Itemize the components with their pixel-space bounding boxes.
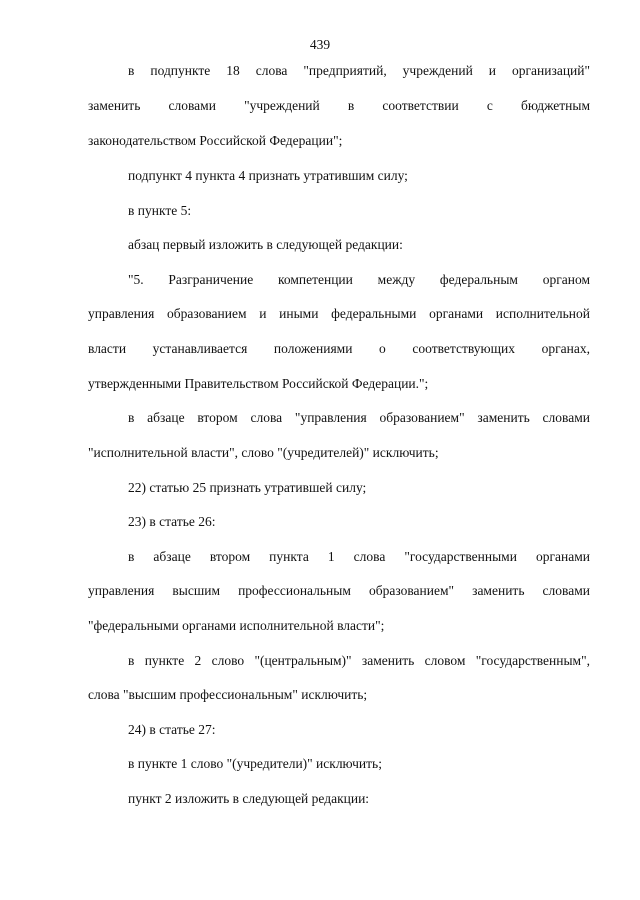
text-line: в абзаце втором пункта 1 слова "государственными органами bbox=[128, 549, 590, 564]
text-line: слова "высшим профессиональным" исключить; bbox=[88, 687, 368, 702]
text-line: в абзаце втором слова "управления образованием" заменить словами bbox=[128, 410, 590, 425]
text-line: в пункте 2 слово "(центральным)" заменить словом "государственным", bbox=[128, 653, 590, 668]
text-line: управления образованием и иными федеральными органами исполнительной bbox=[88, 306, 590, 321]
text-line: законодательством Российской Федерации"; bbox=[88, 133, 343, 148]
text-line: управления высшим профессиональным образованием" заменить словами bbox=[88, 583, 590, 598]
text-line: "исполнительной власти", слово "(учредителей)" исключить; bbox=[88, 445, 439, 460]
text-line: 24) в статье 27: bbox=[128, 722, 216, 737]
text-line: пункт 2 изложить в следующей редакции: bbox=[128, 791, 370, 806]
text-line: в подпункте 18 слова "предприятий, учреждений и организаций" bbox=[128, 63, 590, 78]
text-line: 23) в статье 26: bbox=[128, 514, 216, 529]
page-number: 439 bbox=[309, 37, 331, 52]
text-line: заменить словами "учреждений в соответствии с бюджетным bbox=[88, 98, 590, 113]
text-line: абзац первый изложить в следующей редакции: bbox=[128, 237, 403, 252]
text-line: "5. Разграничение компетенции между федеральным органом bbox=[128, 272, 590, 287]
text-line: утвержденными Правительством Российской Федерации."; bbox=[88, 376, 429, 391]
text-line: в пункте 5: bbox=[128, 203, 192, 218]
text-line: в пункте 1 слово "(учредители)" исключить; bbox=[128, 756, 382, 771]
text-line: 22) статью 25 признать утратившей силу; bbox=[128, 480, 367, 495]
text-line: "федеральными органами исполнительной власти"; bbox=[88, 618, 385, 633]
text-line: подпункт 4 пункта 4 признать утратившим силу; bbox=[128, 168, 408, 183]
text-line: власти устанавливается положениями о соответствующих органах, bbox=[88, 341, 590, 356]
